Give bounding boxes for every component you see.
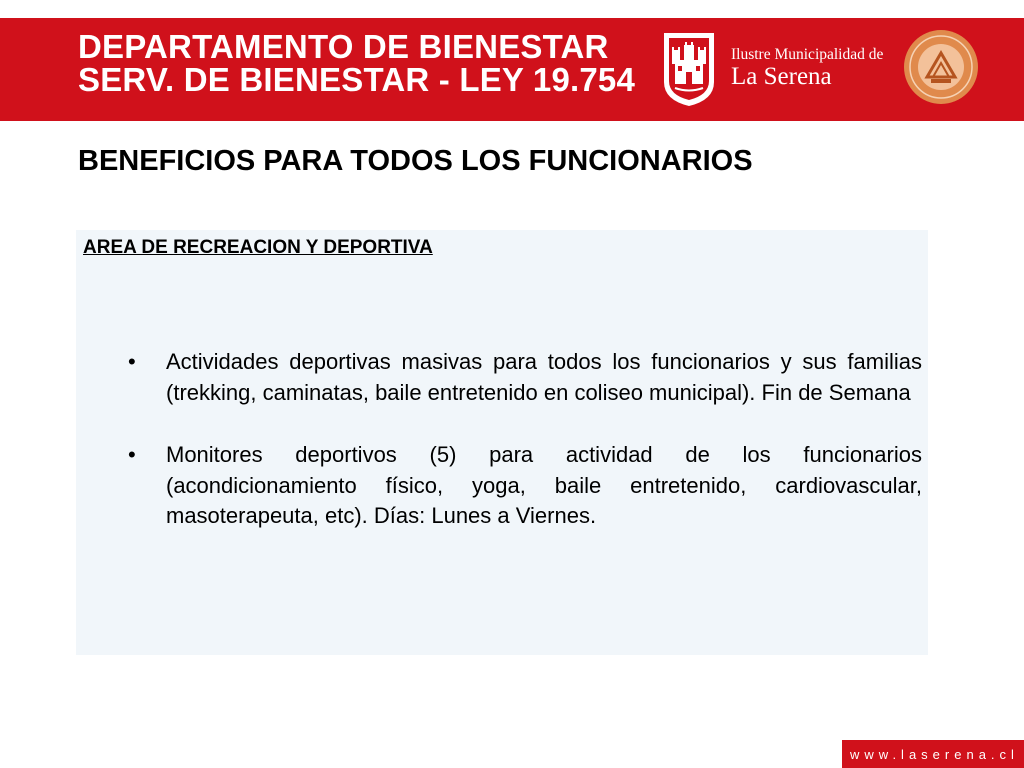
benefits-panel: [76, 230, 928, 655]
list-item: [128, 347, 922, 408]
benefits-list: [128, 347, 922, 564]
section-heading: AREA DE RECREACION Y DEPORTIVA: [83, 237, 433, 258]
bullet-icon: •: [128, 442, 136, 467]
municipality-label-small: Ilustre Municipalidad de: [731, 46, 884, 63]
list-item: [128, 440, 922, 532]
header-line-1: DEPARTAMENTO DE BIENESTAR: [78, 28, 609, 65]
list-item-text: Monitores deportivos (5) para actividad de los funcionarios (acondicionamiento físico, yoga, baile entretenido, cardiovascular, masoterapeuta, etc). Días: Lunes a Viernes.: [166, 442, 922, 528]
bullet-icon: •: [128, 349, 136, 374]
header-line-2: SERV. DE BIENESTAR - LEY 19.754: [78, 61, 636, 98]
la-serena-coat-of-arms-icon: [661, 30, 717, 108]
page-title: BENEFICIOS PARA TODOS LOS FUNCIONARIOS: [78, 145, 753, 177]
list-item-text: Actividades deportivas masivas para todos los funcionarios y sus familias (trekking, caminatas, baile entretenido en coliseo municipal). Fin de Semana: [166, 349, 922, 405]
municipality-label-big: La Serena: [731, 63, 832, 90]
header-bar: [0, 18, 1024, 121]
footer-bar: [842, 740, 1024, 768]
certification-seal-icon: [902, 28, 980, 106]
footer-url: www.laserena.cl: [850, 747, 1019, 762]
